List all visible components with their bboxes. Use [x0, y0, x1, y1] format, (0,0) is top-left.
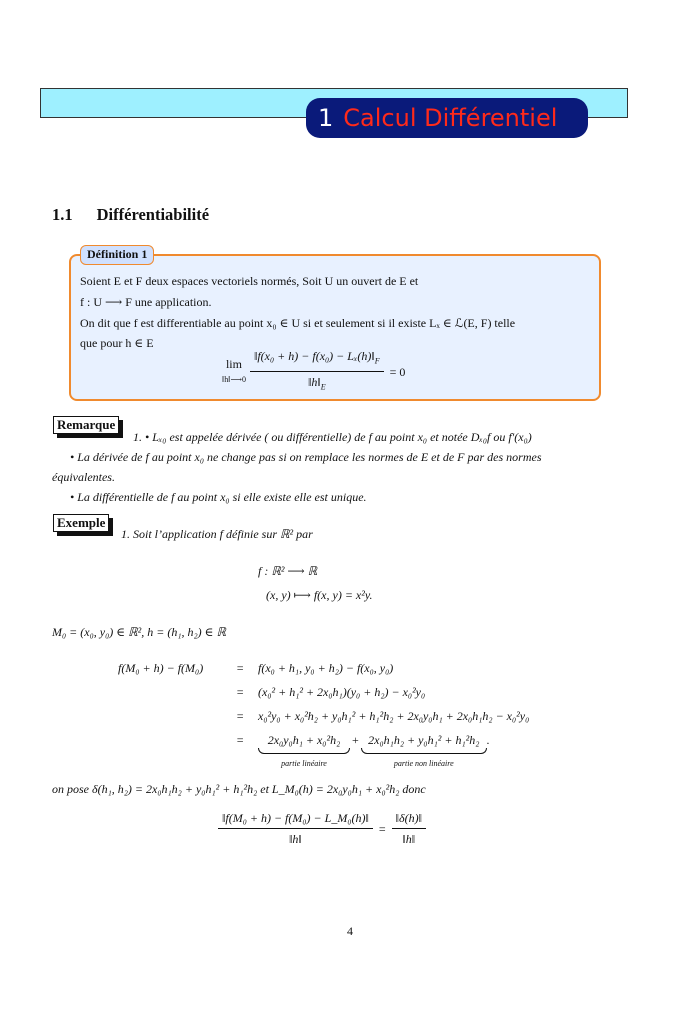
definition-formula: [222, 348, 405, 396]
expansion-step-1: f(x₀ + h₁, y₀ + h₂) − f(x₀, y₀): [258, 661, 394, 675]
map-line-2: (x, y) ⟼ f(x, y) = x²y.: [266, 588, 373, 602]
underbrace-linear: [258, 748, 350, 754]
equals-2: =: [236, 685, 245, 699]
ratio-right-numerator: ‖δ(h)‖: [392, 810, 426, 829]
remarque-item-2a: • La dérivée de f au point x₀ ne change pas si on remplace les normes de E et de F par des normes: [70, 450, 542, 464]
plus-sign: +: [352, 733, 359, 747]
remarque-label: Remarque: [53, 416, 119, 434]
definition-line-4: que pour h ∈ E: [80, 336, 154, 350]
remarque-item-1: 1. • Lₓ₀ est appelée dérivée ( ou différentielle) de f au point x₀ et notée Dₓ₀f ou f′(x₀): [133, 430, 532, 444]
m0-definition: M₀ = (x₀, y₀) ∈ ℝ², h = (h₁, h₂) ∈ ℝ: [52, 625, 227, 639]
exemple-intro: 1. Soit l’application f définie sur ℝ² par: [121, 527, 313, 541]
ratio-equals: =: [378, 821, 386, 836]
expansion-lhs: f(M₀ + h) − f(M₀): [118, 661, 204, 675]
remarque-item-2b: équivalentes.: [52, 470, 115, 484]
definition-equals-zero: = 0: [389, 364, 406, 379]
nonlinear-part-group: [361, 732, 487, 772]
definition-label: Définition 1: [80, 245, 154, 265]
page-number: 4: [347, 924, 353, 938]
linear-part-group: [258, 732, 350, 772]
expansion-step-4: [258, 732, 490, 772]
section-title: Différentiabilité: [96, 205, 210, 224]
expansion-step-2: (x₀² + h₁² + 2x₀h₁)(y₀ + h₂) − x₀²y₀: [258, 685, 426, 699]
linear-part: 2x₀y₀h₁ + x₀²h₂: [267, 733, 341, 747]
limit-operator: lim: [225, 356, 242, 371]
ratio-left-denominator: ‖h‖: [289, 832, 302, 846]
equals-1: =: [236, 661, 245, 675]
equals-4: =: [236, 733, 245, 747]
exemple-label: Exemple: [53, 514, 109, 532]
section-number: 1.1: [52, 205, 73, 224]
final-period: .: [486, 733, 490, 747]
definition-line-1: Soient E et F deux espaces vectoriels normés, Soit U un ouvert de E et: [80, 274, 419, 288]
numerator-norm-subscript: F: [374, 356, 380, 366]
ratio-left-numerator: ‖f(M₀ + h) − f(M₀) − L_M₀(h)‖: [218, 810, 373, 829]
limit-subscript: ‖h‖⟶0: [222, 374, 246, 384]
map-line-1: f : ℝ² ⟶ ℝ: [258, 564, 318, 578]
definition-fraction-numerator: ‖f(x₀ + h) − f(x₀) − Lₓ(h)‖: [253, 349, 375, 363]
definition-line-2: f : U ⟶ F une application.: [80, 295, 212, 309]
nonlinear-part: 2x₀h₁h₂ + y₀h₁² + h₁²h₂: [368, 733, 480, 747]
nonlinear-part-caption: partie non linéaire: [393, 759, 454, 768]
underbrace-nonlinear: [361, 748, 487, 754]
linear-part-caption: partie linéaire: [281, 759, 327, 768]
section-heading: [52, 205, 209, 225]
definition-fraction-denominator: ‖h‖: [307, 375, 321, 390]
expansion-step-3: x₀²y₀ + x₀²h₂ + y₀h₁² + h₁²h₂ + 2x₀y₀h₁ + 2x₀h₁h₂ − x₀²y₀: [258, 709, 530, 723]
pose-statement: on pose δ(h₁, h₂) = 2x₀h₁h₂ + y₀h₁² + h₁²h₂ et L_M₀(h) = 2x₀y₀h₁ + x₀²h₂ donc: [52, 782, 426, 796]
denominator-norm-subscript: E: [320, 382, 326, 392]
chapter-title: Calcul Différentiel: [343, 104, 558, 132]
ratio-formula: [218, 810, 426, 847]
chapter-heading: [306, 98, 588, 138]
remarque-item-3: • La différentielle de f au point x₀ si elle existe elle est unique.: [70, 490, 367, 504]
chapter-number: 1: [318, 104, 334, 132]
ratio-right-denominator: ‖h‖: [402, 832, 416, 846]
definition-line-3: On dit que f est differentiable au point x₀ ∈ U si et seulement si il existe Lₓ ∈ ℒ(E, F) telle: [80, 316, 516, 330]
equals-3: =: [236, 709, 245, 723]
